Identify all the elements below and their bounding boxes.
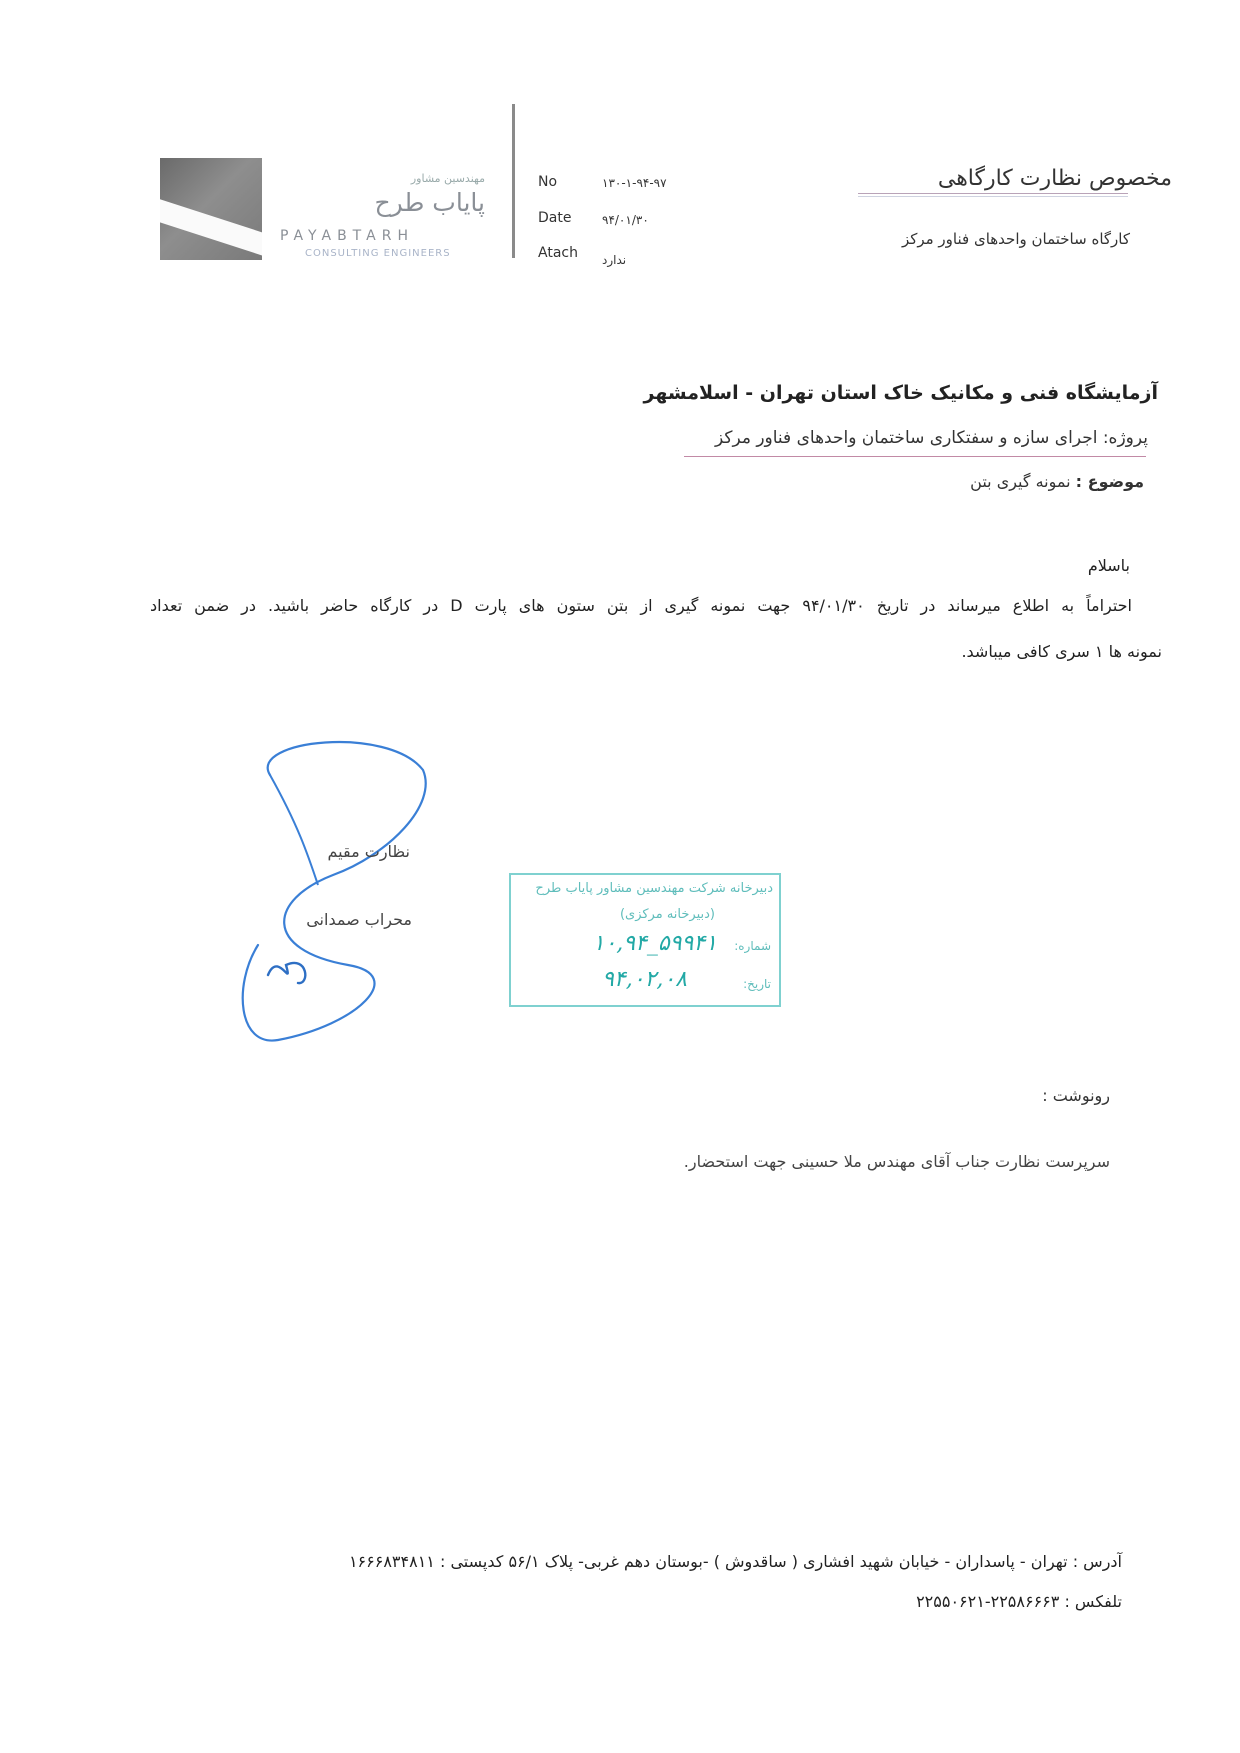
handwritten-signature — [238, 735, 438, 1055]
workshop-name: کارگاه ساختمان واحدهای فناور مرکز — [901, 230, 1130, 248]
date-label: Date — [538, 210, 572, 226]
registration-stamp — [509, 873, 781, 1007]
stamp-number-label: شماره: — [734, 939, 771, 953]
stamp-date: ۹۴,۰۲,۰۸ — [602, 967, 687, 992]
copies-label: رونوشت : — [1042, 1086, 1110, 1105]
stamp-date-label: تاریخ: — [743, 977, 771, 991]
body-paragraph-line-2: نمونه ها ۱ سری کافی میباشد. — [961, 642, 1162, 661]
footer-phone: تلفکس : ۲۲۵۸۶۶۶۳-۲۲۵۵۰۶۲۱ — [916, 1592, 1122, 1611]
recipient: آزمایشگاه فنی و مکانیک خاک استان تهران - اسلامشهر — [643, 382, 1158, 404]
subject-label: موضوع : — [1075, 472, 1144, 491]
title-underline — [858, 193, 1128, 197]
header-divider — [512, 104, 515, 258]
subject-line — [970, 472, 1144, 491]
stamp-line-1: دبیرخانه شرکت مهندسین مشاور پایاب طرح — [535, 881, 773, 896]
date-value: ۹۴/۰۱/۳۰ — [602, 213, 649, 227]
no-value: ۱۳۰-۱-۹۴-۹۷ — [602, 176, 667, 190]
no-label: No — [538, 174, 558, 190]
company-logo-mark — [160, 158, 262, 260]
special-title: مخصوص نظارت کارگاهی — [937, 166, 1172, 191]
stamp-line-2: (دبیرخانه مرکزی) — [619, 907, 715, 922]
logo-fa-name: پایاب طرح — [374, 188, 485, 217]
subject-value: نمونه گیری بتن — [970, 472, 1071, 491]
logo-fa-subtitle: مهندسین مشاور — [410, 172, 485, 185]
copies-recipient: سرپرست نظارت جناب آقای مهندس ملا حسینی جهت استحضار. — [683, 1152, 1110, 1171]
stamp-number: ۱۰,۹۴_۵۹۹۴۱ — [592, 931, 717, 956]
attach-label: Atach — [538, 245, 578, 261]
project-line: پروژه: اجرای سازه و سفتکاری ساختمان واحدهای فناور مرکز — [714, 428, 1148, 448]
logo-en-subtitle: CONSULTING ENGINEERS — [305, 248, 451, 259]
body-paragraph-line-1: احتراماً به اطلاع میرساند در تاریخ ۹۴/۰۱/۳۰ جهت نمونه گیری از بتن ستون های پارت D در کارگاه حاضر باشید. در ضمن تعداد — [150, 596, 1133, 615]
greeting: باسلام — [1087, 556, 1130, 575]
project-underline — [684, 456, 1146, 457]
footer-address: آدرس : تهران - پاسداران - خیابان شهید افشاری ( ساقدوش ) -بوستان دهم غربی- پلاک ۵۶/۱ کدپستی : ۱۶۶۶۸۳۴۸۱۱ — [348, 1552, 1122, 1571]
signatory-name: محراب صمدانی — [306, 910, 412, 929]
attach-value: ندارد — [602, 253, 627, 267]
signatory-role: نظارت مقیم — [327, 842, 410, 861]
logo-en-name: PAYABTARH — [280, 228, 414, 244]
